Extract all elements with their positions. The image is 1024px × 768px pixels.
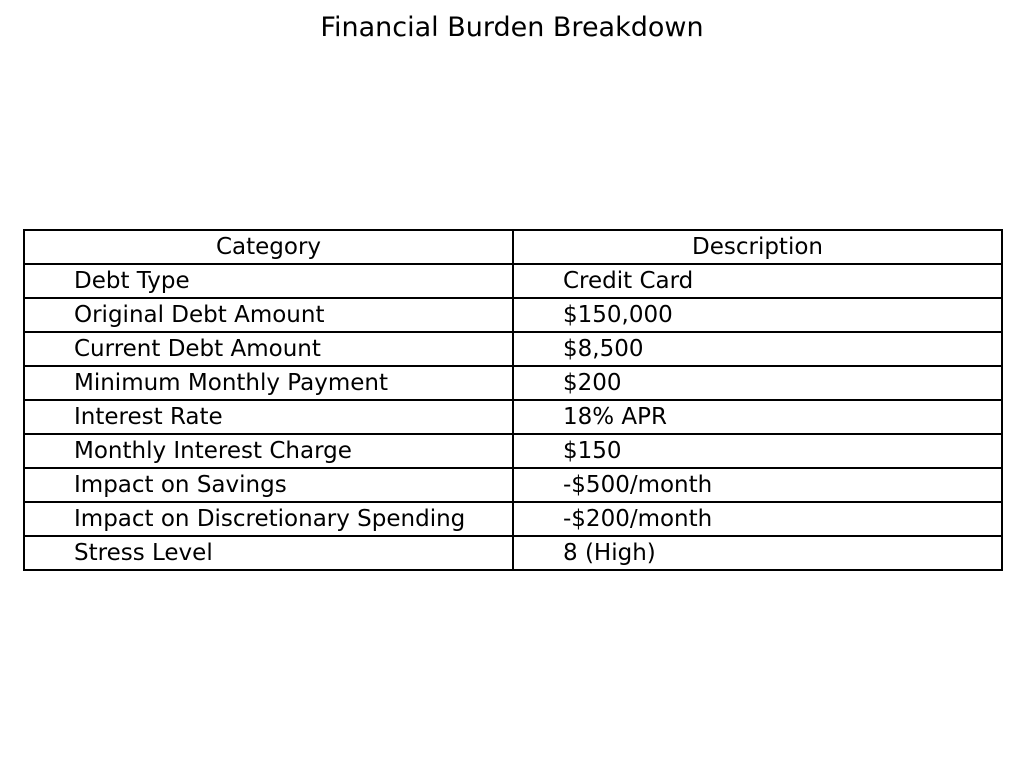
table-row — [24, 536, 1002, 570]
description-cell: $150 — [513, 434, 1002, 468]
table-row — [24, 332, 1002, 366]
table-row — [24, 264, 1002, 298]
category-cell: Impact on Discretionary Spending — [24, 502, 513, 536]
description-cell: 18% APR — [513, 400, 1002, 434]
description-cell: 8 (High) — [513, 536, 1002, 570]
category-cell: Current Debt Amount — [24, 332, 513, 366]
table-header-row — [24, 230, 1002, 264]
category-cell: Minimum Monthly Payment — [24, 366, 513, 400]
category-cell: Monthly Interest Charge — [24, 434, 513, 468]
column-header-description: Description — [513, 230, 1002, 264]
table-row — [24, 468, 1002, 502]
category-cell: Debt Type — [24, 264, 513, 298]
table-row — [24, 502, 1002, 536]
table-row — [24, 434, 1002, 468]
table-row — [24, 400, 1002, 434]
table-row — [24, 298, 1002, 332]
category-cell: Interest Rate — [24, 400, 513, 434]
financial-burden-table — [23, 229, 1003, 571]
description-cell: $200 — [513, 366, 1002, 400]
column-header-category: Category — [24, 230, 513, 264]
page-title: Financial Burden Breakdown — [320, 12, 704, 43]
table-row — [24, 366, 1002, 400]
description-cell: -$200/month — [513, 502, 1002, 536]
category-cell: Impact on Savings — [24, 468, 513, 502]
category-cell: Stress Level — [24, 536, 513, 570]
description-cell: -$500/month — [513, 468, 1002, 502]
description-cell: $150,000 — [513, 298, 1002, 332]
description-cell: Credit Card — [513, 264, 1002, 298]
description-cell: $8,500 — [513, 332, 1002, 366]
category-cell: Original Debt Amount — [24, 298, 513, 332]
